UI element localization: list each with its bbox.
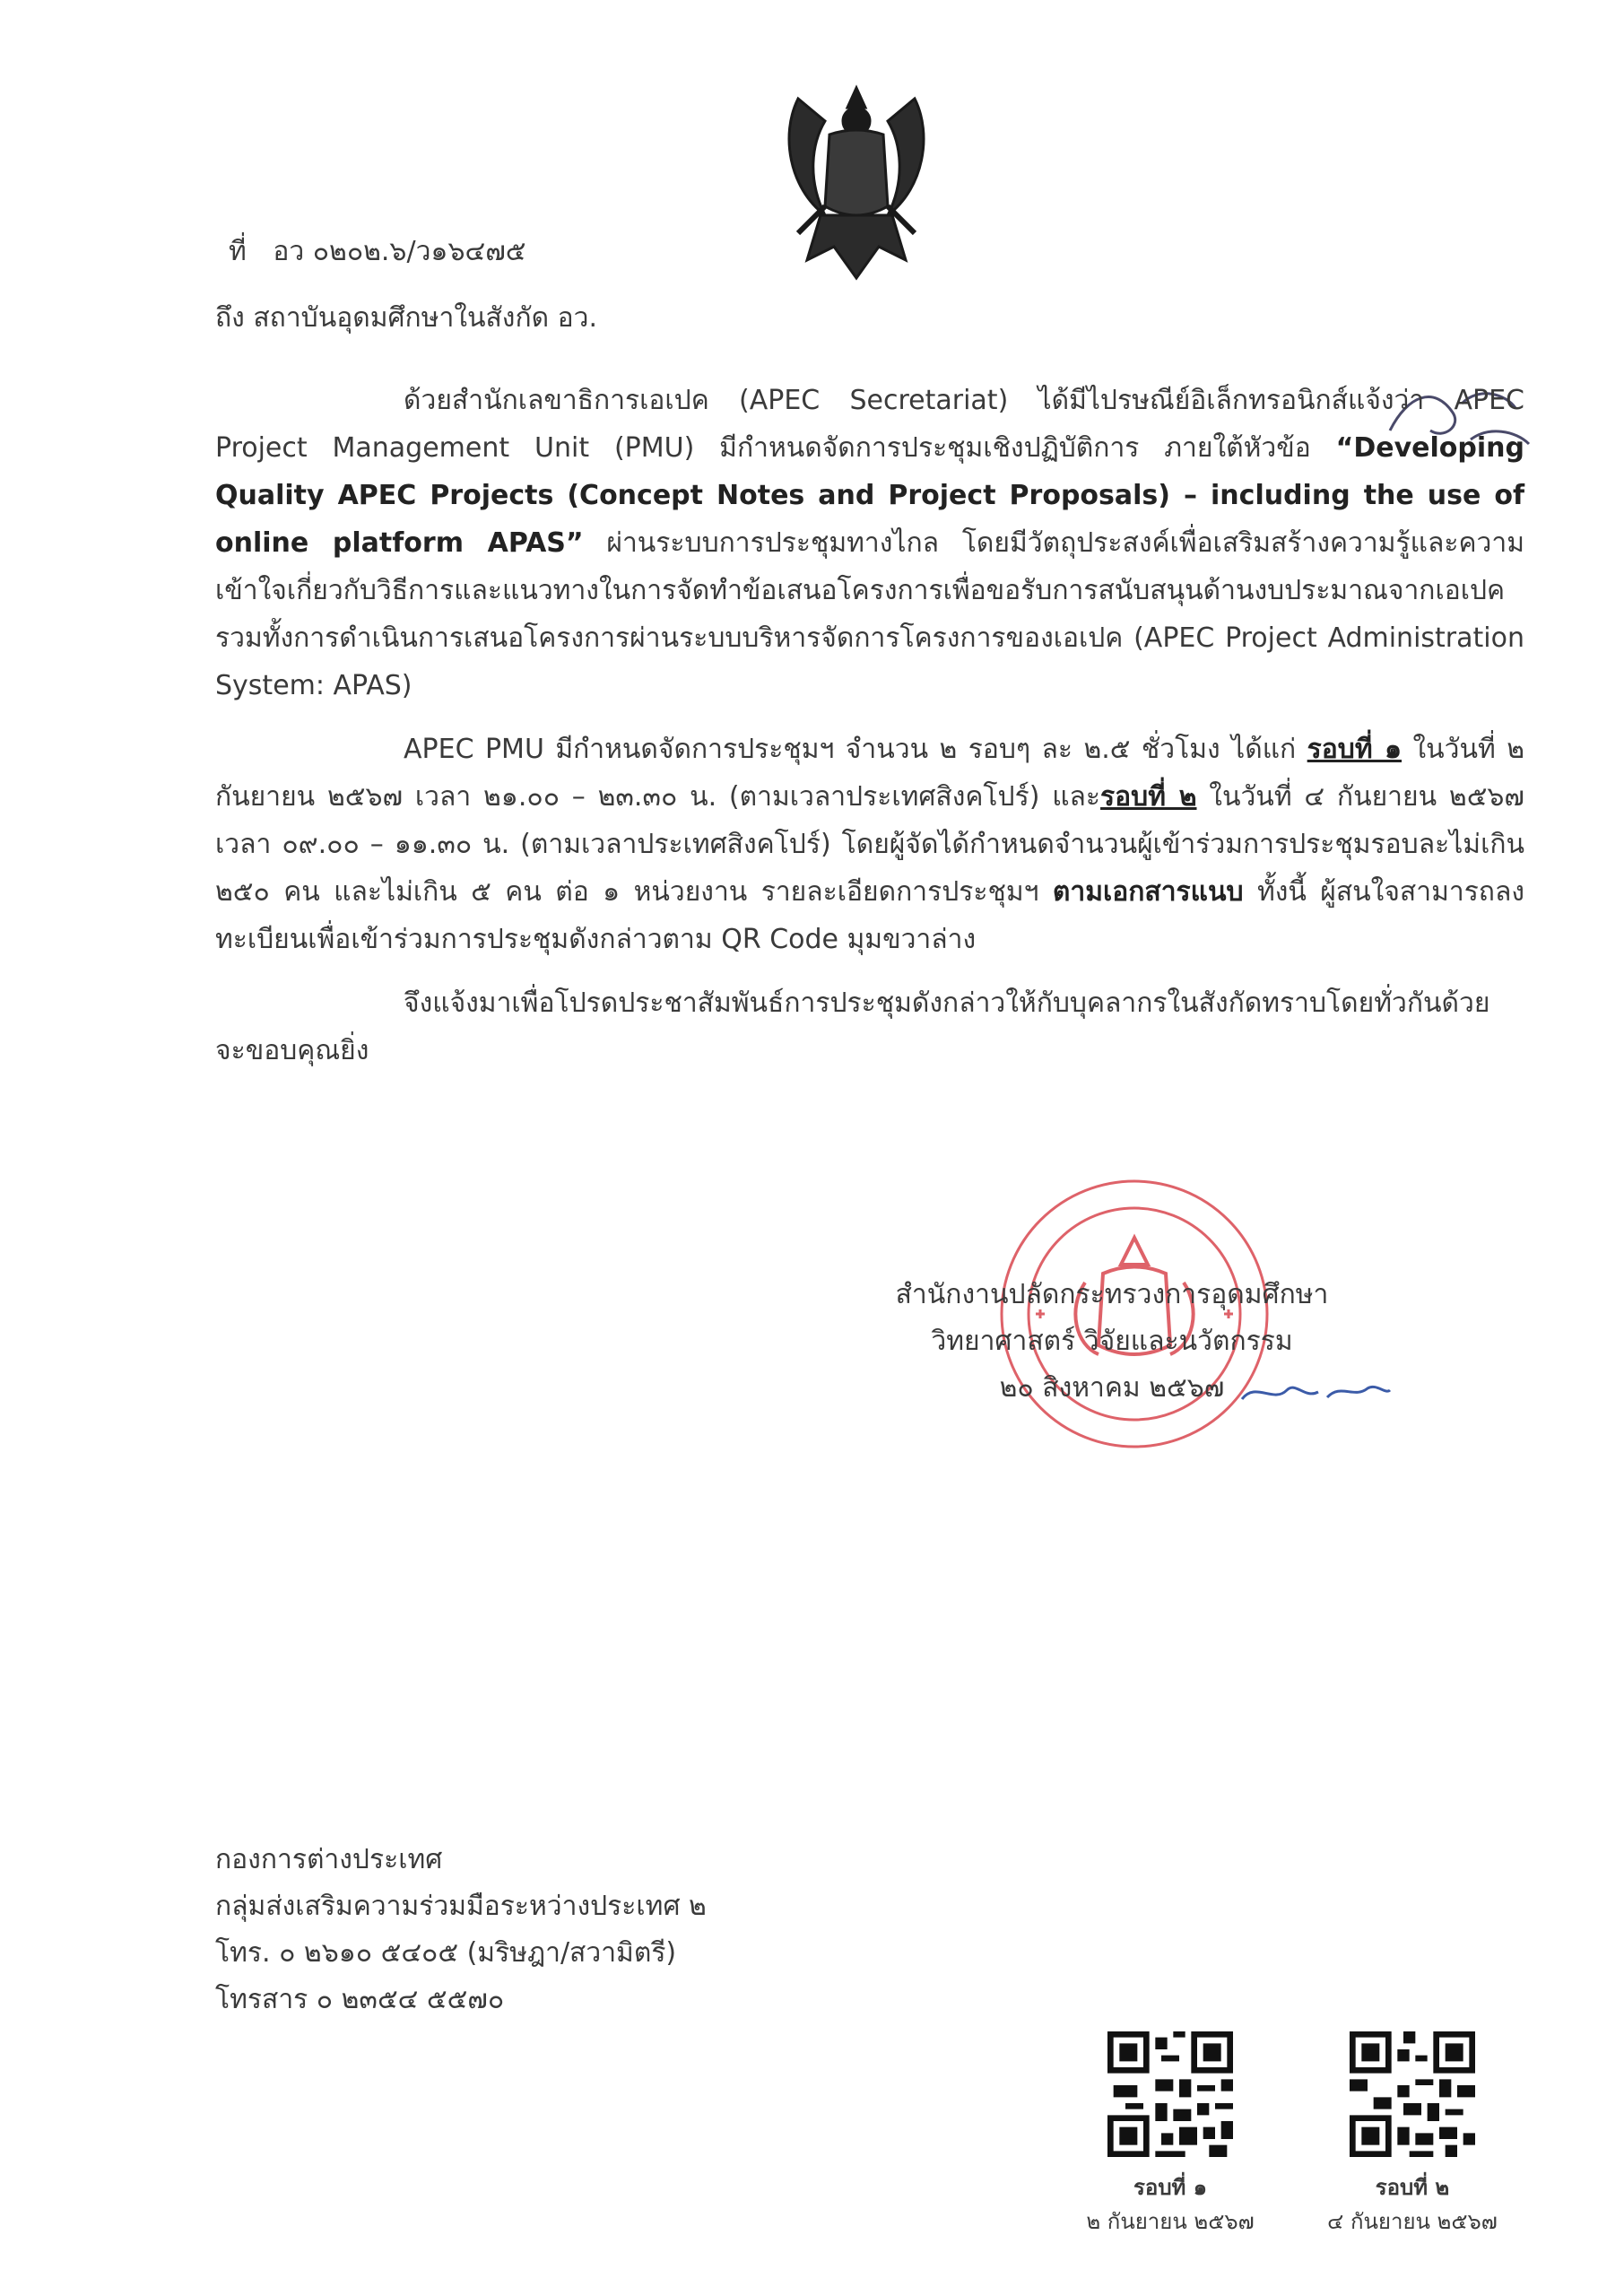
qr-code-round-1[interactable]	[1107, 2031, 1233, 2157]
letter-body	[215, 377, 1524, 1074]
ref-label: ที่	[229, 236, 247, 267]
qr-round-date: ๔ กันยายน ๒๕๖๗	[1327, 2209, 1498, 2234]
p2-text-d: ทั้งนี้ ผู้สนใจสามารถลงทะเบียนเพื่อเข้าร่วมการประชุมดังกล่าวตาม QR Code มุมขวาล่าง	[215, 876, 1525, 955]
handwritten-signature	[1238, 1372, 1394, 1408]
department-name: กองการต่างประเทศ	[215, 1844, 443, 1875]
signing-date: ๒๐ สิงหาคม ๒๕๖๗	[999, 1372, 1225, 1404]
round-2-label: รอบที่ ๒	[1100, 781, 1197, 813]
signing-office-line-2: วิทยาศาสตร์ วิจัยและนวัตกรรม	[931, 1326, 1293, 1357]
paragraph-2	[215, 726, 1524, 963]
paragraph-1	[215, 377, 1524, 709]
qr-caption-round-2	[1305, 2170, 1520, 2239]
p1-text-a: ด้วยสำนักเลขาธิการเอเปค (APEC Secretariat) ได้มีไปรษณีย์อิเล็กทรอนิกส์แจ้งว่า APEC Project Management Unit (PMU) มีกำหนดจัดการประชุมเชิงปฏิบัติการ ภายใต้หัวข้อ	[215, 385, 1524, 464]
p2-text-b: ในวันที่ ๒ กันยายน ๒๕๖๗ เวลา ๒๑.๐๐ – ๒๓.๓๐ น. (ตามเวลาประเทศสิงคโปร์) และ	[215, 734, 1524, 813]
p2-text-c: ในวันที่ ๔ กันยายน ๒๕๖๗ เวลา ๐๙.๐๐ – ๑๑.๓๐ น. (ตามเวลาประเทศสิงคโปร์) โดยผู้จัดได้กำหนดจำนวนผู้เข้าร่วมการประชุมรอบละไม่เกิน ๒๕๐ คน และไม่เกิน ๕ คน ต่อ ๑ หน่วยงาน รายละเอียดการประชุมฯ	[215, 781, 1524, 908]
signing-office-line-1: สำนักงานปลัดกระทรวงการอุดมศึกษา	[895, 1279, 1329, 1310]
phone-number: โทร. ๐ ๒๖๑๐ ๕๔๐๕ (มริษฎา/สวามิตรี)	[215, 1937, 677, 1969]
paragraph-3: จึงแจ้งมาเพื่อโปรดประชาสัมพันธ์การประชุมดังกล่าวให้กับบุคลากรในสังกัดทราบโดยทั่วกันด้วย จะขอบคุณยิ่ง	[215, 987, 1490, 1066]
attachment-label: ตามเอกสารแนบ	[1052, 876, 1244, 908]
group-name: กลุ่มส่งเสริมความร่วมมือระหว่างประเทศ ๒	[215, 1891, 707, 1922]
qr-caption-round-1	[1063, 2170, 1278, 2239]
qr-round-label: รอบที่ ๒	[1375, 2175, 1450, 2200]
qr-round-date: ๒ กันยายน ๒๕๖๗	[1086, 2209, 1255, 2234]
p1-text-b: ผ่านระบบการประชุมทางไกล โดยมีวัตถุประสงค์เพื่อเสริมสร้างความรู้และความเข้าใจเกี่ยวกับวิธีการและแนวทางในการจัดทำข้อเสนอโครงการเพื่อขอรับการสนับสนุนด้านงบประมาณจากเอเปค รวมทั้งการดำเนินการเสนอโครงการผ่านระบบบริหารจัดการโครงการของเอเปค (APEC Project Administration System: APAS)	[215, 527, 1524, 701]
garuda-emblem	[771, 81, 942, 287]
round-1-label: รอบที่ ๑	[1307, 734, 1403, 765]
qr-code-round-2[interactable]	[1350, 2031, 1475, 2157]
ref-number: อว ๐๒๐๒.๖/ว๑๖๔๗๕	[273, 236, 526, 267]
p2-text-a: APEC PMU มีกำหนดจัดการประชุมฯ จำนวน ๒ รอบๆ ละ ๒.๕ ชั่วโมง ได้แก่	[404, 734, 1307, 765]
recipient-line: ถึง สถาบันอุดมศึกษาในสังกัด อว.	[215, 302, 598, 334]
workshop-title: “Developing Quality APEC Projects (Concept Notes and Project Proposals) – including the use of online platform APAS”	[215, 432, 1524, 559]
qr-round-label: รอบที่ ๑	[1133, 2175, 1207, 2200]
contact-footer	[215, 1837, 707, 2023]
fax-number: โทรสาร ๐ ๒๓๕๔ ๕๕๗๐	[215, 1984, 505, 2015]
